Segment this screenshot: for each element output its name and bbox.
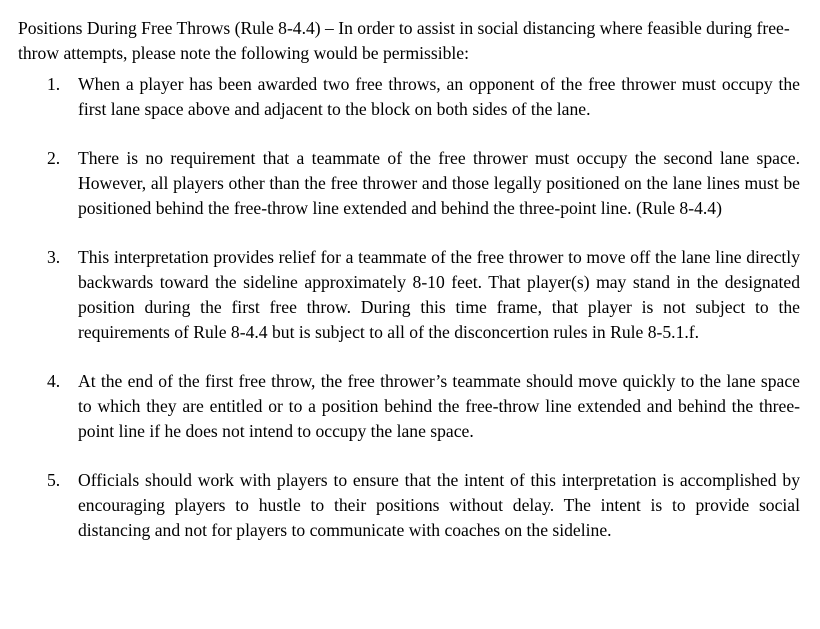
list-item-text: When a player has been awarded two free throws, an opponent of the free thrower must occupy the first lane space above and adjacent to the block on both sides of the lane. (78, 74, 800, 119)
intro-paragraph: Positions During Free Throws (Rule 8-4.4) – In order to assist in social distancing where feasible during free-throw attempts, please note the following would be permissible: (18, 18, 790, 63)
list-item-text: There is no requirement that a teammate of the free thrower must occupy the second lane space. However, all players other than the free thrower and those legally positioned on the lane lines must be positioned behind the free-throw line extended and behind the three-point line. (Rule 8-4.4) (78, 148, 800, 218)
list-item-text: Officials should work with players to ensure that the intent of this interpretation is accomplished by encouraging players to hustle to their positions without delay. The intent is to provide social distancing and not for players to communicate with coaches on the sideline. (78, 470, 800, 540)
rule-list (18, 72, 800, 543)
list-item (18, 468, 800, 543)
list-item-number: 4. (47, 371, 61, 391)
list-item-number: 3. (47, 247, 61, 267)
list-item-number: 2. (47, 148, 61, 168)
list-item-text: This interpretation provides relief for a teammate of the free thrower to move off the lane line directly backwards toward the sideline approximately 8-10 feet. That player(s) may stand in the designated position during the first free throw. During this time frame, that player is not subject to the requirements of Rule 8-4.4 but is subject to all of the disconcertion rules in Rule 8-5.1.f. (78, 247, 800, 342)
list-item (18, 245, 800, 345)
list-item-text: At the end of the first free throw, the free thrower’s teammate should move quickly to the lane space to which they are entitled or to a position behind the free-throw line extended and behind the three-point line if he does not intend to occupy the lane space. (78, 371, 800, 441)
list-item (18, 146, 800, 221)
list-item (18, 369, 800, 444)
list-item-number: 5. (47, 470, 61, 490)
list-item (18, 72, 800, 122)
list-item-number: 1. (47, 74, 61, 94)
